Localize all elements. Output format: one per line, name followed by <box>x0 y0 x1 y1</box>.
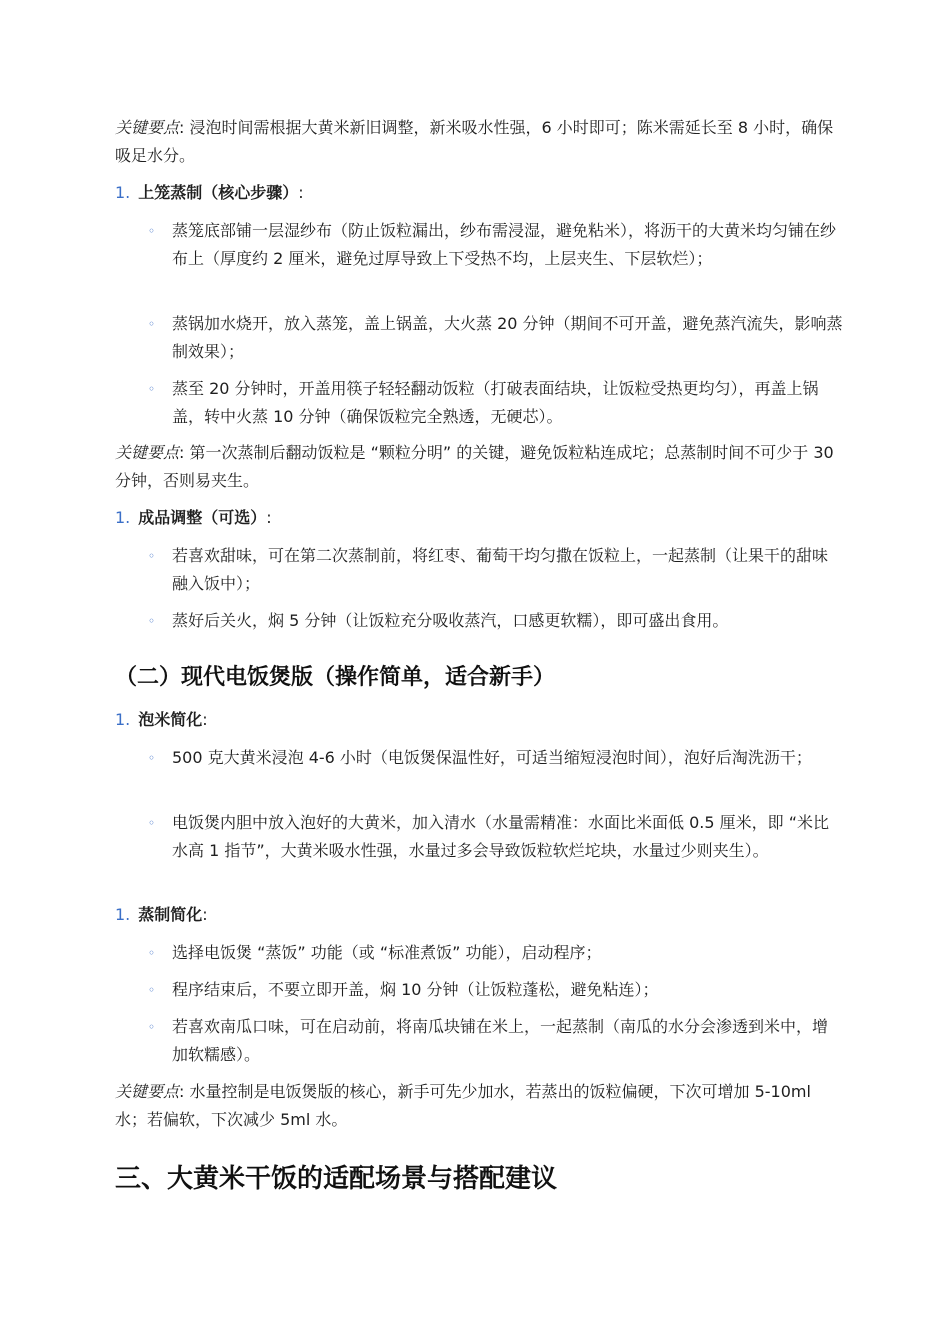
bullet-item <box>148 607 843 635</box>
bullet-icon: ◦ <box>148 1020 156 1034</box>
bullet-text: 若喜欢南瓜口味，可在启动前，将南瓜块铺在米上，一起蒸制（南瓜的水分会渗透到米中，增加软糯感）。 <box>172 1017 829 1064</box>
key-point-label: 关键要点 <box>115 443 180 462</box>
key-point-label: 关键要点 <box>115 118 180 137</box>
list-number: 1. <box>115 183 131 202</box>
bullet-text: 电饭煲内胆中放入泡好的大黄米，加入清水（水量需精准：水面比米面低 0.5 厘米，即 “米比水高 1 指节”，大黄米吸水性强，水量过多会导致饭粒软烂坨块，水量过少则夹生）。 <box>172 813 829 860</box>
step-suffix: : <box>298 183 304 202</box>
bullet-icon: ◦ <box>148 549 156 563</box>
bullet-icon: ◦ <box>148 382 156 396</box>
key-point-text: : 水量控制是电饭煲版的核心，新手可先少加水，若蒸出的饭粒偏硬，下次可增加 5-10ml 水；若偏软，下次减少 5ml 水。 <box>115 1082 811 1129</box>
step-title: 泡米简化 <box>138 710 203 729</box>
bullet-icon: ◦ <box>148 983 156 997</box>
numbered-item-steam <box>115 180 304 206</box>
bullet-item <box>148 939 843 967</box>
key-point-paragraph <box>115 439 840 495</box>
numbered-item-soak <box>115 707 208 733</box>
bullet-item <box>148 217 843 273</box>
bullet-icon: ◦ <box>148 751 156 765</box>
bullet-icon: ◦ <box>148 614 156 628</box>
bullet-text: 若喜欢甜味，可在第二次蒸制前，将红枣、葡萄干均匀撒在饭粒上，一起蒸制（让果干的甜味融入饭中）； <box>172 546 829 593</box>
bullet-text: 蒸笼底部铺一层湿纱布（防止饭粒漏出，纱布需浸湿，避免粘米），将沥干的大黄米均匀铺在纱布上（厚度约 2 厘米，避免过厚导致上下受热不均，上层夹生、下层软烂）； <box>172 221 837 268</box>
bullet-text: 蒸锅加水烧开，放入蒸笼，盖上锅盖，大火蒸 20 分钟（期间不可开盖，避免蒸汽流失，影响蒸制效果）； <box>172 314 843 361</box>
bullet-item <box>148 809 843 865</box>
bullet-item <box>148 976 843 1004</box>
key-point-paragraph <box>115 114 840 170</box>
key-point-label: 关键要点 <box>115 1082 180 1101</box>
bullet-item <box>148 375 843 431</box>
step-suffix: : <box>202 710 208 729</box>
bullet-text: 选择电饭煲 “蒸饭” 功能（或 “标准煮饭” 功能），启动程序； <box>172 943 602 962</box>
bullet-icon: ◦ <box>148 317 156 331</box>
bullet-item <box>148 542 843 598</box>
bullet-text: 蒸至 20 分钟时，开盖用筷子轻轻翻动饭粒（打破表面结块，让饭粒受热更均匀），再盖上锅盖，转中火蒸 10 分钟（确保饭粒完全熟透，无硬芯）。 <box>172 379 819 426</box>
section-heading-modern: （二）现代电饭煲版（操作简单，适合新手） <box>115 665 556 690</box>
bullet-item <box>148 744 843 772</box>
list-number: 1. <box>115 508 131 527</box>
list-number: 1. <box>115 905 131 924</box>
step-suffix: : <box>202 905 208 924</box>
bullet-icon: ◦ <box>148 816 156 830</box>
numbered-item-cook <box>115 902 208 928</box>
bullet-text: 蒸好后关火，焖 5 分钟（让饭粒充分吸收蒸汽，口感更软糯），即可盛出食用。 <box>172 611 729 630</box>
key-point-text: : 浸泡时间需根据大黄米新旧调整，新米吸水性强，6 小时即可；陈米需延长至 8 小时，确保吸足水分。 <box>115 118 834 165</box>
bullet-item <box>148 310 843 366</box>
bullet-text: 程序结束后，不要立即开盖，焖 10 分钟（让饭粒蓬松，避免粘连）； <box>172 980 659 999</box>
list-number: 1. <box>115 710 131 729</box>
bullet-icon: ◦ <box>148 224 156 238</box>
step-suffix: : <box>266 508 272 527</box>
bullet-icon: ◦ <box>148 946 156 960</box>
step-title: 上笼蒸制（核心步骤） <box>138 183 299 202</box>
bullet-text: 500 克大黄米浸泡 4-6 小时（电饭煲保温性好，可适当缩短浸泡时间），泡好后淘洗沥干； <box>172 748 812 767</box>
step-title: 蒸制简化 <box>138 905 203 924</box>
key-point-text: : 第一次蒸制后翻动饭粒是 “颗粒分明” 的关键，避免饭粒粘连成坨；总蒸制时间不可少于 30 分钟，否则易夹生。 <box>115 443 834 490</box>
bullet-item <box>148 1013 843 1069</box>
step-title: 成品调整（可选） <box>138 508 267 527</box>
section-heading-scenarios: 三、大黄米干饭的适配场景与搭配建议 <box>115 1164 558 1194</box>
numbered-item-adjust <box>115 505 272 531</box>
key-point-paragraph <box>115 1078 840 1134</box>
